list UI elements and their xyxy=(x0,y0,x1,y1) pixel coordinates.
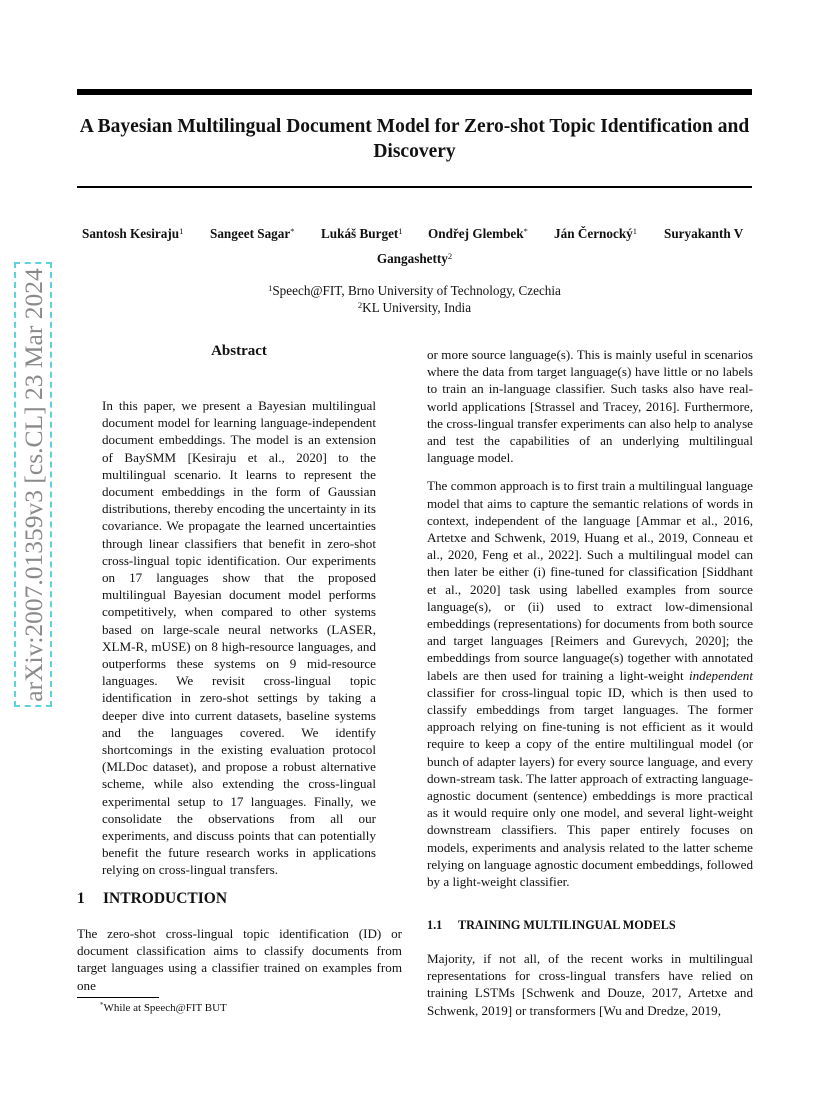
section-heading-introduction xyxy=(77,890,227,908)
affiliation-1: $^1$Speech@FIT, Brno University of Technology, Czechia xyxy=(268,283,561,298)
author-6-continued: Gangashetty$^2$ xyxy=(376,251,453,266)
abstract-heading: Abstract xyxy=(211,343,267,359)
author-1: Santosh Kesiraju$^1$ xyxy=(82,226,184,241)
title-rule xyxy=(77,186,752,188)
author-5: Ján Černocký$^1$ xyxy=(554,226,638,241)
footnote: *While at Speech@FIT BUT xyxy=(100,1001,227,1014)
footnote-rule xyxy=(77,997,159,998)
section-number: 1 xyxy=(77,890,85,907)
arxiv-stamp[interactable] xyxy=(14,262,54,707)
subsection-heading xyxy=(427,918,676,933)
paragraph-1: or more source language(s). This is mainly useful in scenarios where the data from target language(s) have little or no labels to train an in-language classifier. Such tasks also have real-world applications [Strassel and Tracey, 2016]. Furthermore, the cross-lingual transfer experiments can also help to analyse and test the capabilities of an underlying multilingual language model. xyxy=(427,347,753,466)
right-column xyxy=(427,346,753,901)
subsection-number: 1.1 xyxy=(427,918,443,932)
author-4: Ondřej Glembek* xyxy=(428,226,528,241)
affiliation-2: $^2$KL University, India xyxy=(357,300,472,315)
intro-paragraph: The zero-shot cross-lingual topic identification (ID) or document classification aims to classify documents from target languages using a classifier trained on examples from one xyxy=(77,926,402,993)
arxiv-stamp-text: arXiv:2007.01359v3 [cs.CL] 23 Mar 2024 xyxy=(19,267,48,702)
author-3: Lukáš Burget$^1$ xyxy=(321,226,403,241)
author-6: Suryakanth V xyxy=(664,226,744,241)
paragraph-3: Majority, if not all, of the recent works in multilingual representations for cross-lingual transfers have relied on training LSTMs [Schwenk and Douze, 2017, Artetxe and Schwenk, 2019] or transformers [Wu and Dredze, 2019, xyxy=(427,951,753,1018)
subsection-title: TRAINING MULTILINGUAL MODELS xyxy=(458,918,676,932)
abstract-body: In this paper, we present a Bayesian multilingual document model for learning language-independent document embeddings. The model is an extension of BaySMM [Kesiraju et al., 2020] to the multilingual scenario. It learns to represent the document embeddings in the form of Gaussian distributions, thereby encoding the uncertainty in its covariance. We propagate the learned uncertainties through linear classifiers that benefit in zero-shot cross-lingual topic identification. Our experiments on 17 languages show that the proposed multilingual Bayesian document model performs competitively, when compared to other systems based on large-scale neural networks (LASER, XLM-R, mUSE) on 8 high-resource languages, and outperforms these systems on 9 mid-resource languages. We revisit cross-lingual topic identification in zero-shot settings by taking a deeper dive into current datasets, baseline systems and the languages covered. We identify shortcomings in the existing evaluation protocol (MLDoc dataset), and propose a robust alternative scheme, while also extending the cross-lingual experimental setup to 17 languages. Finally, we consolidate the observations from all our experiments, and discuss points that can potentially benefit the future research works in applications relying on cross-lingual transfers. xyxy=(102,398,376,878)
author-2: Sangeet Sagar* xyxy=(210,226,295,241)
affiliations xyxy=(77,282,752,316)
paper-title: A Bayesian Multilingual Document Model for Zero-shot Topic Identification and Discovery xyxy=(79,116,750,162)
section-title: INTRODUCTION xyxy=(103,890,228,907)
top-rule xyxy=(77,89,752,95)
paragraph-2: The common approach is to first train a multilingual language model that aims to capture the semantic relations of words in context, independent of the language [Ammar et al., 2016, Artetxe and Schwenk, 2019, Huang et al., 2019, Conneau et al., 2020, Feng et al., 2022]. Such a multilingual model can then later be either (i) fine-tuned for classification [Siddhant et al., 2020] task using labelled examples from source language(s), or (ii) used to extract low-dimensional embeddings (representations) for documents from both source and target languages [Reimers and Gurevych, 2020]; the embeddings from source language(s) together with annotated labels are then used for training a light-weight independent classifier for cross-lingual topic ID, which is then used to classify embeddings from target languages. The former approach relying on fine-tuning is not efficient as it would require to keep a copy of the entire multilingual model (or bunch of adapter layers) for every source language, and every down-stream task. The latter approach of extracting language-agnostic document (sentence) embeddings is more practical as it would require only one model, and several light-weight downstream classifiers. This paper entirely focuses on models, experiments and analysis related to the latter scheme relying on language agnostic document embeddings, followed by a light-weight classifier. xyxy=(427,478,753,890)
